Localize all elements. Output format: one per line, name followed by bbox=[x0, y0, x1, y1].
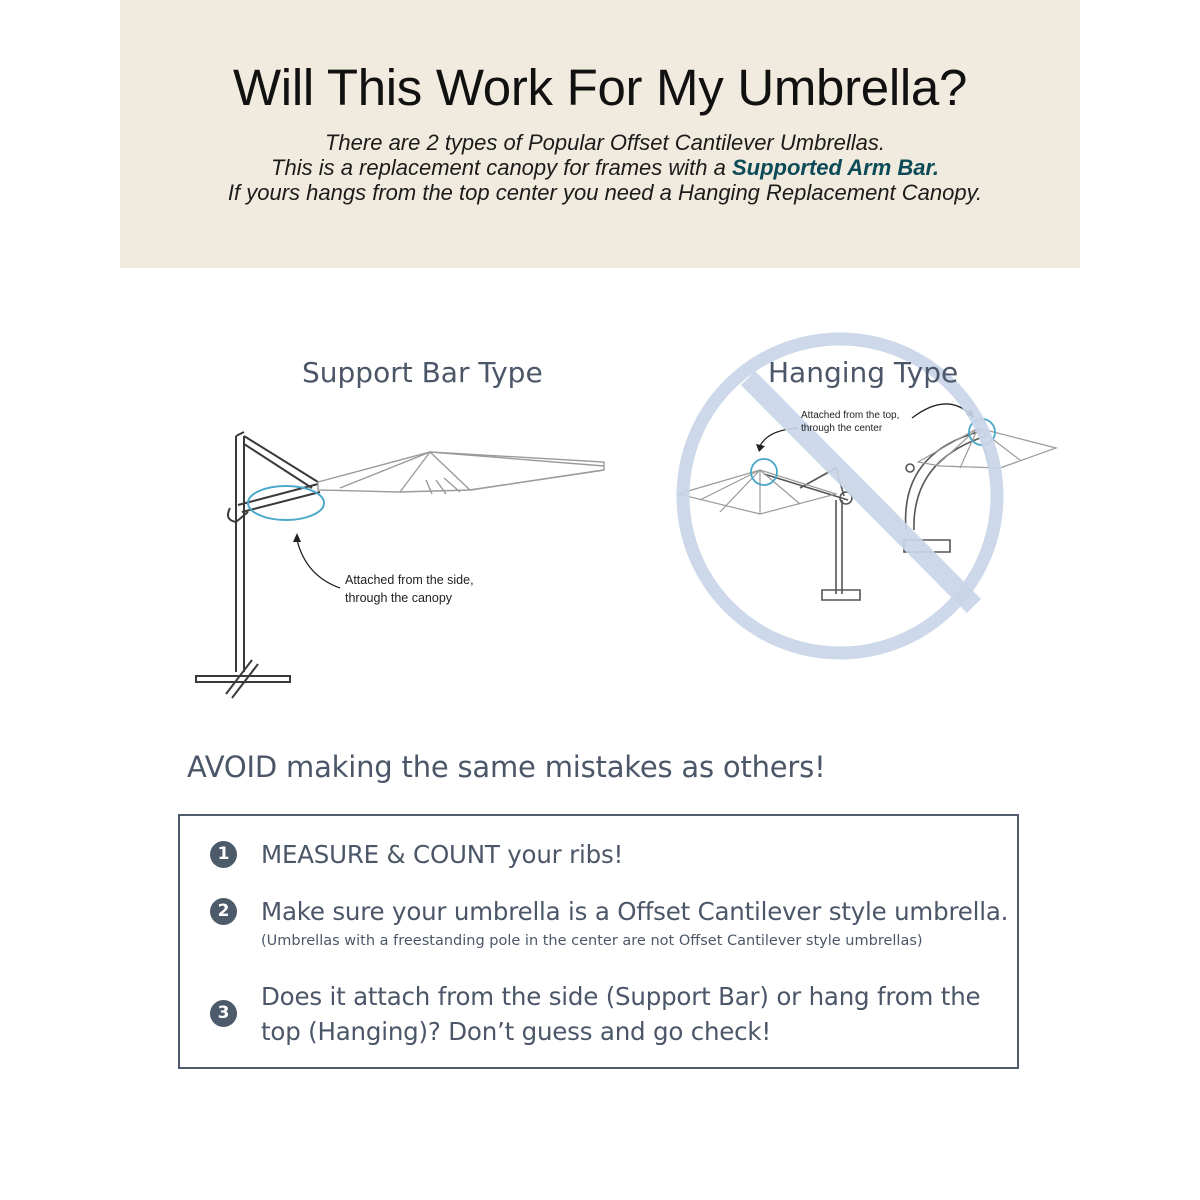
page-title: Will This Work For My Umbrella? bbox=[232, 59, 968, 116]
step-1-text: MEASURE & COUNT your ribs! bbox=[261, 840, 624, 869]
intro-line-2-prefix: This is a replacement canopy for frames with a bbox=[271, 155, 732, 180]
support-bar-umbrella-illustration bbox=[196, 432, 604, 698]
support-caption-line-2: through the canopy bbox=[345, 591, 453, 605]
supported-arm-bar-highlight: Supported Arm Bar. bbox=[731, 155, 939, 180]
step-2-text: Make sure your umbrella is a Offset Cantilever style umbrella. bbox=[261, 897, 1009, 926]
hanging-caption bbox=[801, 409, 899, 435]
intro-line-3: If yours hangs from the top center you need a Hanging Replacement Canopy. bbox=[227, 180, 983, 205]
hanging-type-label: Hanging Type bbox=[768, 356, 959, 389]
step-3-text-line-1: Does it attach from the side (Support Bar) or hang from the bbox=[261, 982, 981, 1011]
support-bar-caption bbox=[345, 571, 474, 607]
intro-line-1: There are 2 types of Popular Offset Cantilever Umbrellas. bbox=[324, 130, 886, 155]
step-3-number: 3 bbox=[210, 1000, 237, 1027]
checklist-box bbox=[178, 814, 1019, 1069]
support-bar-type-label: Support Bar Type bbox=[302, 356, 543, 389]
hanging-caption-line-1: Attached from the top, bbox=[801, 410, 900, 421]
step-1-number: 1 bbox=[210, 841, 237, 868]
step-2-note: (Umbrellas with a freestanding pole in the center are not Offset Cantilever style umbrellas) bbox=[261, 933, 923, 949]
step-3-text-line-2: top (Hanging)? Don’t guess and go check! bbox=[261, 1017, 772, 1046]
step-2-number: 2 bbox=[210, 898, 237, 925]
arrow-icon bbox=[297, 540, 340, 588]
arrow-head-left bbox=[756, 444, 765, 452]
arrow-head-support bbox=[293, 533, 301, 542]
hanging-caption-line-2: through the center bbox=[801, 423, 883, 434]
avoid-heading: AVOID making the same mistakes as others! bbox=[187, 750, 826, 784]
support-caption-line-1: Attached from the side, bbox=[345, 573, 474, 587]
